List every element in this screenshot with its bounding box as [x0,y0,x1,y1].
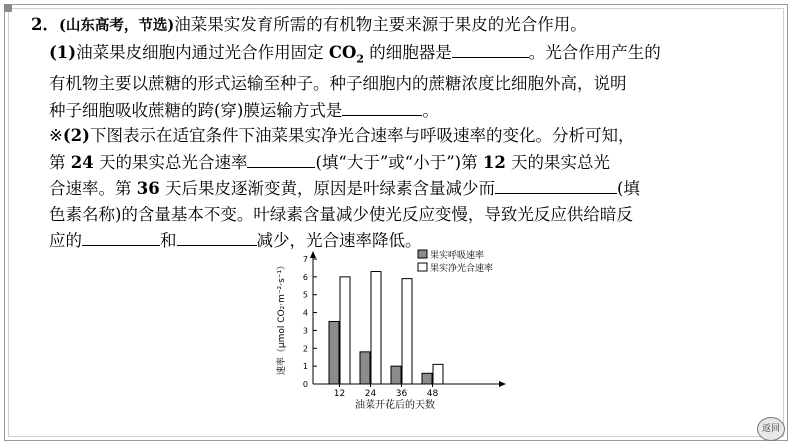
y-tick-label: 7 [302,255,308,264]
part2-label: (2) [62,126,90,146]
part2-text-f: 天后果皮逐渐变黄，原因是叶绿素含量减少而 [159,179,495,199]
y-axis [303,251,317,389]
part2-text-j: 减少，光合速率降低。 [256,231,422,251]
bar-respiration [329,322,339,385]
x-axis-arrow [499,381,506,387]
y-tick-label: 1 [302,362,308,372]
legend-swatch [418,263,427,271]
y-axis-label: 速率（μmol CO₂·m⁻²·s⁻¹） [277,260,287,376]
part1-text-b: 的细胞器是 [364,42,452,62]
day-12: 12 [482,152,506,172]
day-24: 24 [70,152,94,172]
x-tick-label: 48 [426,389,439,399]
bar-net-photosynthesis [340,277,350,384]
part2-text-a: 第 [49,152,71,172]
bar-respiration [391,366,401,384]
x-axis-label: 油菜开花后的天数 [355,400,435,411]
part2-text-i: 和 [160,231,177,251]
y-tick-label: 5 [302,290,308,300]
answer-blank-6[interactable] [177,227,257,246]
question-line-5 [31,123,776,149]
part2-text-e: 合速率。第 [49,179,137,199]
y-axis-arrow [310,251,316,258]
question-line-7 [31,175,776,202]
answer-blank-2[interactable] [342,97,422,116]
question-intro: 油菜果实发育所需的有机物主要来源于果皮的光合作用。 [174,15,587,34]
part1-text-a: 油菜果皮细胞内通过光合作用固定 [76,42,329,62]
y-tick-label: 0 [302,380,308,389]
corner-mark [4,4,12,12]
y-tick-label: 6 [302,272,308,282]
y-tick-label: 4 [302,308,308,318]
bar-respiration [360,352,370,384]
part2-text-b: 天的果实总光合速率 [93,152,248,172]
x-tick-label: 12 [333,389,346,399]
legend-swatch [418,250,427,258]
part2-text-h: 应的 [49,231,82,251]
answer-blank-3[interactable] [247,149,315,168]
part2-mark: ※ [49,126,63,146]
question-line-8 [31,202,776,228]
answer-blank-4[interactable] [495,175,617,194]
part1-line2: 有机物主要以蔗糖的形式运输至种子。种子细胞内的蔗糖浓度比细胞外高，说明 [49,74,627,94]
part1-end: 。 [422,100,439,120]
part2-text-g: (填 [616,179,640,199]
part2-line1: 下图表示在适宜条件下油菜果实净光合速率与呼吸速率的变化。分析可知， [89,126,635,146]
question-line-2 [31,39,776,72]
co2-text: CO [328,42,357,62]
question-line-3 [31,71,776,97]
answer-blank-5[interactable] [82,227,160,246]
bar-net-photosynthesis [433,364,443,384]
part1-label: (1) [49,42,77,62]
bars [329,272,443,385]
return-button[interactable]: 返回 [757,417,785,441]
legend-label: 果实呼吸速率 [430,251,485,261]
question-line-6 [31,149,776,176]
x-axis [313,381,506,399]
question-line-4 [31,97,776,124]
co2-formula [328,42,365,65]
part1-line3: 种子细胞吸收蔗糖的跨(穿)膜运输方式是 [49,100,343,120]
question-source: (山东高考，节选) [58,17,175,34]
part2-text-d: 天的果实总光 [505,152,611,172]
day-36: 36 [136,179,160,199]
question-text [31,12,776,254]
bar-net-photosynthesis [402,279,412,384]
part2-line4: 色素名称)的含量基本不变。叶绿素含量减少使光反应变慢，导致光反应供给暗反 [49,204,633,224]
legend [418,249,493,274]
y-tick-label: 2 [302,344,308,354]
legend-label: 果实净光合速率 [430,264,494,274]
part2-text-c: (填“大于”或“小于”)第 [315,152,483,172]
bar-net-photosynthesis [371,272,381,385]
x-tick-label: 36 [395,389,408,399]
question-number: 2． [31,15,59,34]
question-line-1 [31,12,776,39]
co2-subscript: 2 [356,51,365,65]
part1-text-c: 。光合作用产生的 [528,42,661,62]
y-tick-label: 3 [302,326,308,336]
bar-respiration [422,373,432,384]
answer-blank-1[interactable] [452,39,529,58]
x-tick-label: 24 [364,389,377,399]
bar-chart [270,245,530,415]
